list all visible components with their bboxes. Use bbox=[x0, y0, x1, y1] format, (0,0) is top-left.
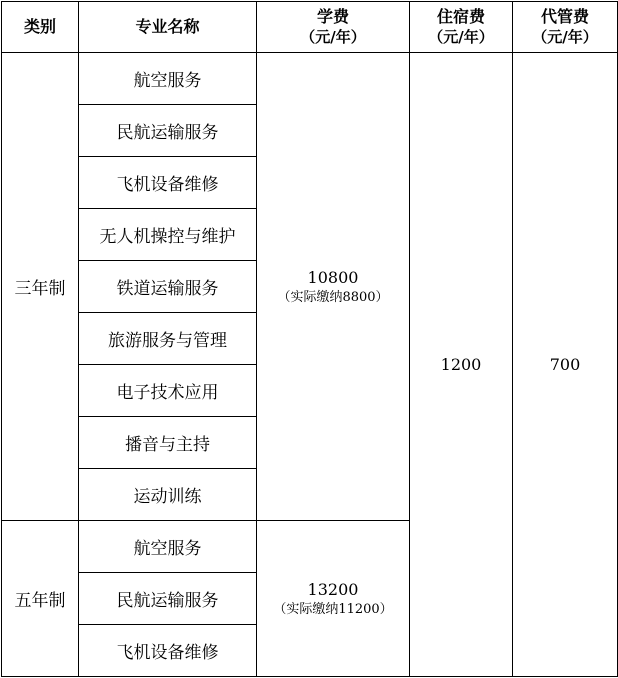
major-cell: 铁道运输服务 bbox=[79, 261, 257, 313]
header-major: 专业名称 bbox=[79, 2, 257, 53]
category-cell: 五年制 bbox=[2, 521, 79, 677]
tuition-note: （实际缴纳8800） bbox=[277, 289, 389, 305]
major-cell: 无人机操控与维护 bbox=[79, 209, 257, 261]
dorm-fee-cell: 1200 bbox=[410, 53, 513, 677]
major-cell: 运动训练 bbox=[79, 469, 257, 521]
major-cell: 电子技术应用 bbox=[79, 365, 257, 417]
fee-table bbox=[1, 1, 618, 677]
header-dorm-unit: （元/年） bbox=[428, 28, 494, 46]
major-cell: 民航运输服务 bbox=[79, 573, 257, 625]
tuition-amount: 13200 bbox=[307, 579, 359, 599]
header-tuition-unit: （元/年） bbox=[300, 28, 366, 46]
major-cell: 飞机设备维修 bbox=[79, 625, 257, 677]
header-tuition-title: 学费 bbox=[316, 7, 349, 26]
category-cell: 三年制 bbox=[2, 53, 79, 521]
header-dorm bbox=[410, 2, 513, 53]
major-cell: 航空服务 bbox=[79, 521, 257, 573]
header-custody-title: 代管费 bbox=[540, 7, 589, 26]
header-category: 类别 bbox=[2, 2, 79, 53]
header-custody-unit: （元/年） bbox=[532, 28, 598, 46]
major-cell: 航空服务 bbox=[79, 53, 257, 105]
major-cell: 民航运输服务 bbox=[79, 105, 257, 157]
header-row bbox=[2, 2, 618, 53]
major-cell: 飞机设备维修 bbox=[79, 157, 257, 209]
tuition-cell bbox=[257, 53, 410, 521]
tuition-note: （实际缴纳11200） bbox=[273, 601, 393, 617]
major-cell: 旅游服务与管理 bbox=[79, 313, 257, 365]
header-tuition bbox=[257, 2, 410, 53]
table-row bbox=[2, 53, 618, 105]
custody-fee-cell: 700 bbox=[513, 53, 618, 677]
header-dorm-title: 住宿费 bbox=[436, 7, 485, 26]
tuition-amount: 10800 bbox=[307, 267, 359, 287]
major-cell: 播音与主持 bbox=[79, 417, 257, 469]
tuition-cell bbox=[257, 521, 410, 677]
header-custody bbox=[513, 2, 618, 53]
